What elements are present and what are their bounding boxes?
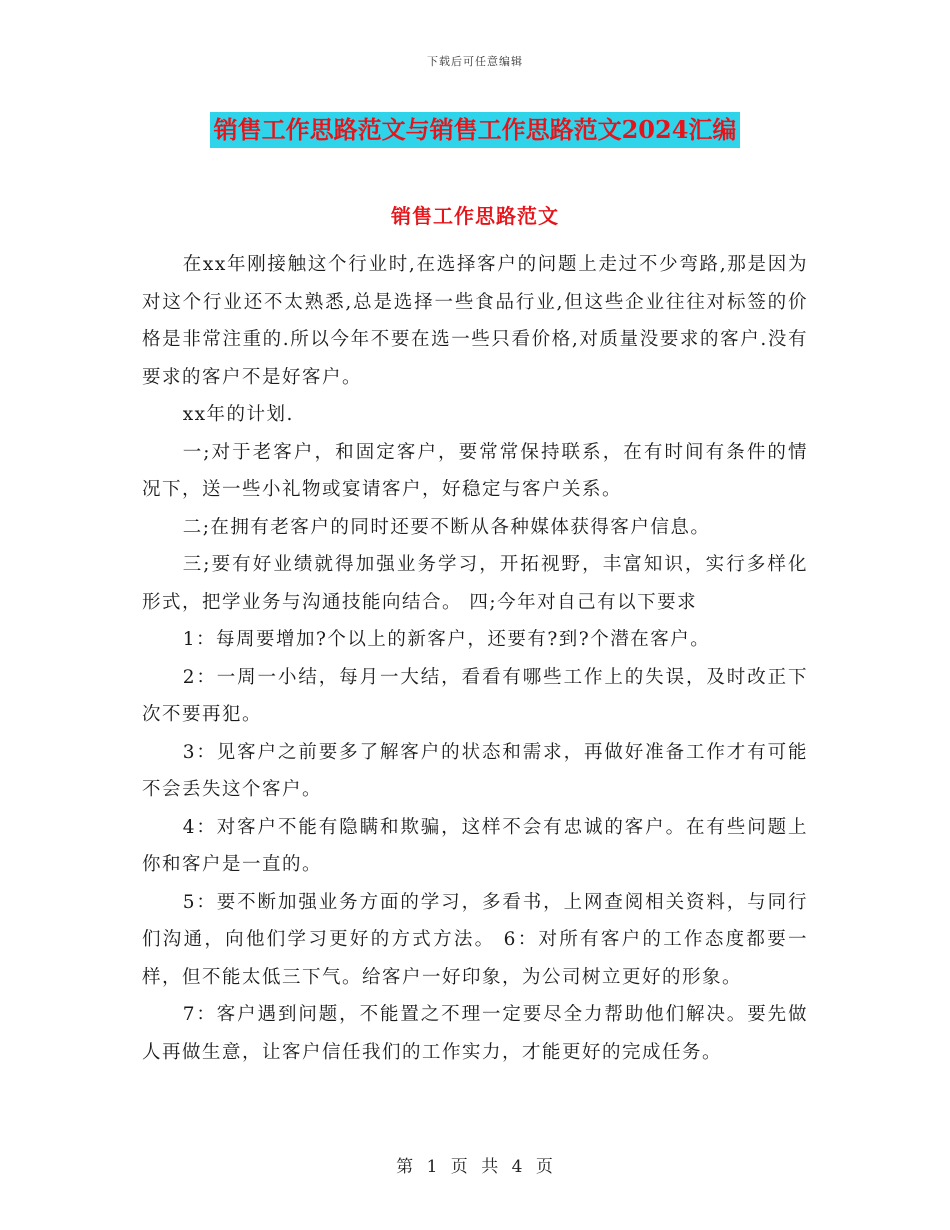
current-page-number: 1: [426, 1157, 439, 1177]
paragraph: 4：对客户不能有隐瞒和欺骗，这样不会有忠诚的客户。在有些问题上你和客户是一直的。: [142, 816, 808, 875]
paragraph: 一;对于老客户，和固定客户，要常常保持联系，在有时间有条件的情况下，送一些小礼物或宴请客户，好稳定与客户关系。: [142, 441, 808, 500]
paragraph: xx年的计划.: [182, 404, 294, 425]
paragraph: 3：见客户之前要多了解客户的状态和需求，再做好准备工作才有可能不会丢失这个客户。: [142, 741, 808, 800]
document-body: [142, 246, 808, 1071]
footer-total-prefix: 共: [481, 1157, 500, 1177]
paragraph: 5：要不断加强业务方面的学习，多看书，上网查阅相关资料，与同行们沟通，向他们学习更好的方式方法。 6：对所有客户的工作态度都要一样，但不能太低三下气。给客户一好印象，为公司树立更好的形象。: [142, 891, 808, 988]
footer-page-word: 页: [450, 1157, 469, 1177]
page-footer: [0, 1152, 950, 1177]
footer-prefix: 第: [396, 1157, 415, 1177]
section-title: 销售工作思路范文: [391, 204, 559, 228]
paragraph: 1：每周要增加?个以上的新客户，还要有?到?个潜在客户。: [182, 629, 711, 650]
footer-total-suffix: 页: [535, 1157, 554, 1177]
total-pages-number: 4: [511, 1157, 524, 1177]
document-title-container: [0, 112, 950, 148]
header-note: 下载后可任意编辑: [427, 55, 523, 68]
paragraph: 7：客户遇到问题，不能置之不理一定要尽全力帮助他们解决。要先做人再做生意，让客户信任我们的工作实力，才能更好的完成任务。: [142, 1004, 808, 1063]
paragraph: 在xx年刚接触这个行业时,在选择客户的问题上走过不少弯路,那是因为对这个行业还不太熟悉,总是选择一些食品行业,但这些企业往往对标签的价格是非常注重的.所以今年不要在选一些只看价格,对质量没要求的客户.没有要求的客户不是好客户。: [142, 254, 808, 388]
paragraph: 二;在拥有老客户的同时还要不断从各种媒体获得客户信息。: [182, 516, 711, 538]
document-title: 销售工作思路范文与销售工作思路范文2024汇编: [210, 112, 741, 148]
paragraph: 三;要有好业绩就得加强业务学习，开拓视野，丰富知识，实行多样化形式，把学业务与沟通技能向结合。 四;今年对自己有以下要求: [142, 554, 808, 613]
paragraph: 2：一周一小结，每月一大结，看看有哪些工作上的失误，及时改正下次不要再犯。: [142, 666, 808, 725]
